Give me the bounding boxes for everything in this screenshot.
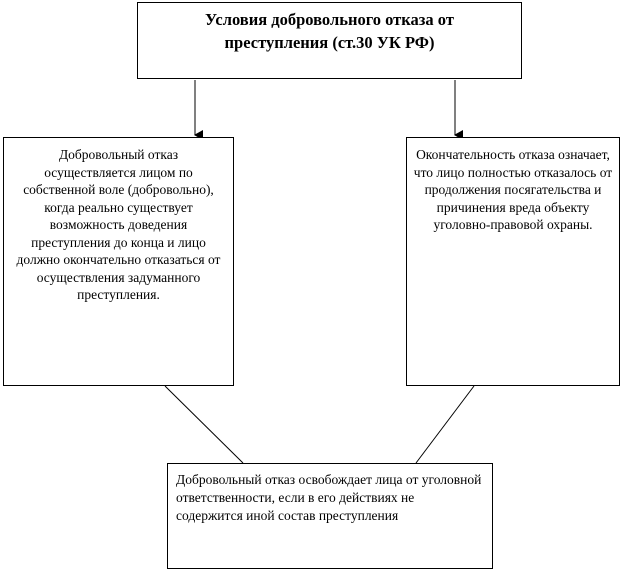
consequence-text: Добровольный отказ освобождает лица от уголовной ответственности, если в его действиях не содержится иной состав преступления [176,472,482,523]
voluntariness-box [3,137,234,386]
finality-text: Окончательность отказа означает, что лицо полностью отказалось от продолжения посягательства и причинения вреда объекту уголовно-правовой охраны. [413,147,613,232]
voluntariness-text: Добровольный отказ осуществляется лицом по собственной воле (добровольно), когда реально существует возможность доведения преступления до конца и лицо должно окончательно отказаться от осуществления задуманного преступления. [16,147,221,302]
title-text: Условия добровольного отказа от преступления (ст.30 УК РФ) [205,10,454,52]
line-right-to-bottom [416,386,474,463]
consequence-box [167,463,493,569]
title-box [137,2,522,79]
line-left-to-bottom [165,386,243,463]
finality-box [406,137,620,386]
